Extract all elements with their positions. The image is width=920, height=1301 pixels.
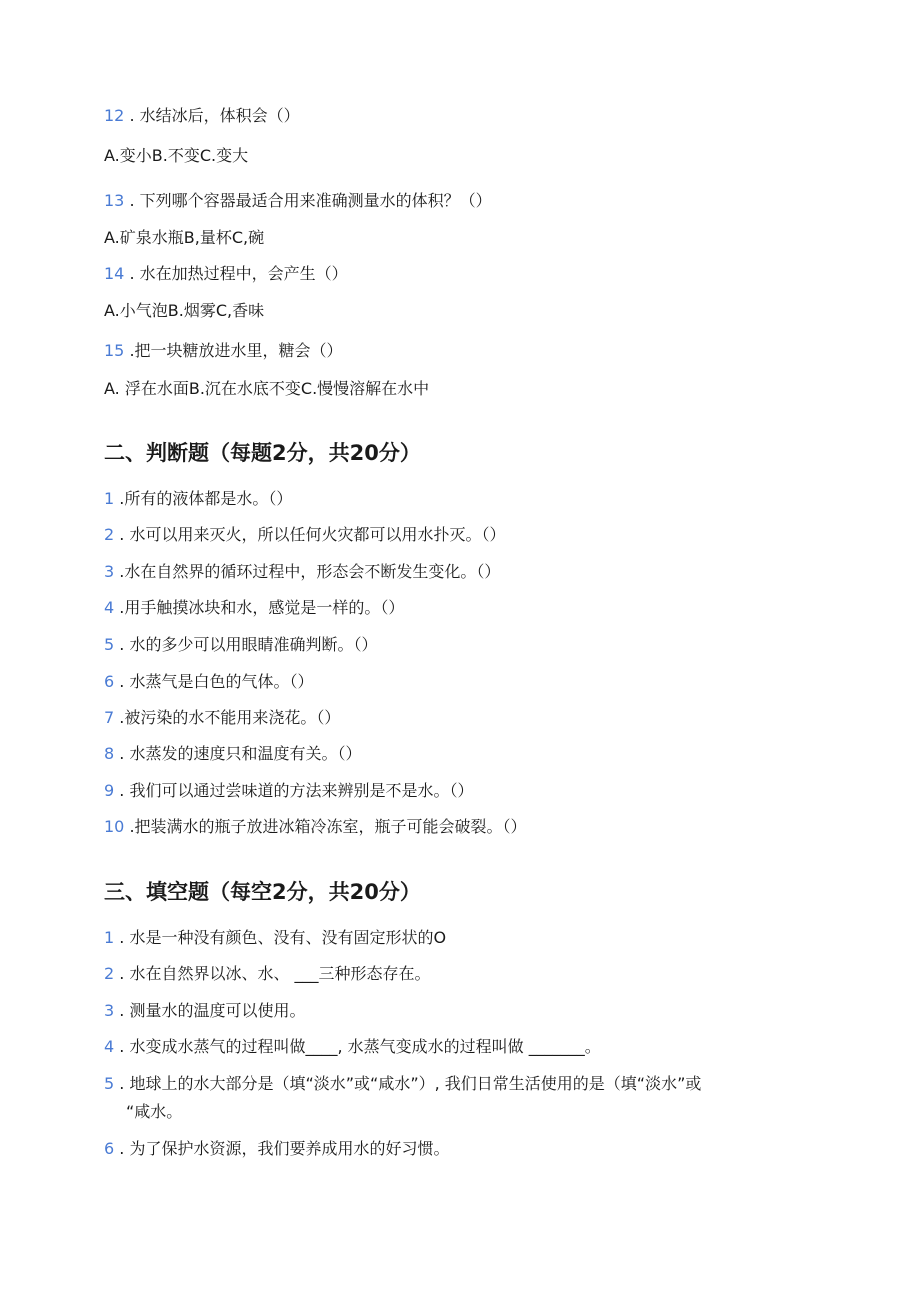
item-number: 10: [104, 817, 125, 836]
item-number: 2: [104, 525, 115, 544]
fill-item: [104, 1139, 449, 1159]
question-13-options: A.矿泉水瓶B,量杯C,碗: [104, 228, 265, 247]
question-text: . 水在加热过程中，会产生（）: [124, 264, 348, 283]
item-text: . 为了保护水资源，我们要养成用水的好习惯。: [114, 1139, 450, 1158]
item-number: 5: [104, 635, 115, 654]
item-text: . 地球上的水大部分是（填“淡水”或“咸水”）, 我们日常生活使用的是（填“淡水”或: [114, 1074, 702, 1093]
judgement-item: [104, 708, 340, 728]
question-number: 15: [104, 341, 125, 360]
judgement-item: [104, 635, 377, 655]
item-number: 4: [104, 1037, 115, 1056]
judgement-item: [104, 562, 500, 582]
question-12-options: A.变小B.不变C.变大: [104, 146, 249, 165]
item-number: 3: [104, 1001, 115, 1020]
item-text: . 水蒸发的速度只和温度有关。（）: [114, 744, 362, 763]
section-heading-fill-blank: 三、填空题（每空2分，共20分）: [104, 880, 421, 904]
item-text: . 测量水的温度可以使用。: [114, 1001, 306, 1020]
question-number: 14: [104, 264, 125, 283]
item-number: 1: [104, 489, 115, 508]
question-text: .把一块糖放进水里，糖会（）: [124, 341, 343, 360]
item-text: . 水可以用来灭火，所以任何火灾都可以用水扑灭。（）: [114, 525, 506, 544]
item-text: .用手触摸冰块和水，感觉是一样的。（）: [114, 598, 405, 617]
judgement-item: [104, 489, 292, 509]
fill-item: [104, 1037, 601, 1057]
judgement-item: [104, 744, 361, 764]
fill-item-continuation: [126, 1102, 182, 1122]
item-text: . 水的多少可以用眼睛准确判断。（）: [114, 635, 378, 654]
question-15: [104, 341, 343, 361]
fill-item: [104, 928, 446, 948]
item-text: .把装满水的瓶子放进冰箱冷冻室，瓶子可能会破裂。（）: [124, 817, 527, 836]
fill-item: [104, 964, 431, 984]
question-12: [104, 106, 300, 126]
question-text: . 水结冰后，体积会（）: [124, 106, 300, 125]
judgement-item: [104, 781, 473, 801]
item-number: 1: [104, 928, 115, 947]
question-number: 13: [104, 191, 125, 210]
item-text: .被污染的水不能用来浇花。（）: [114, 708, 341, 727]
question-14-options: A.小气泡B.烟雾C,香味: [104, 301, 265, 320]
item-number: 6: [104, 672, 115, 691]
item-text: . 水变成水蒸气的过程叫做____, 水蒸气变成水的过程叫做 _______。: [114, 1037, 601, 1056]
judgement-item: [104, 672, 313, 692]
fill-item: [104, 1074, 701, 1094]
item-text: . 水是一种没有颜色、没有、没有固定形状的O: [114, 928, 447, 947]
item-text: . 水在自然界以冰、水、 ___三种形态存在。: [114, 964, 431, 983]
question-15-options: A. 浮在水面B.沉在水底不变C.慢慢溶解在水中: [104, 379, 430, 398]
judgement-item: [104, 598, 404, 618]
question-14: [104, 264, 348, 284]
item-text: . 水蒸气是白色的气体。（）: [114, 672, 314, 691]
question-13: [104, 191, 492, 211]
judgement-item: [104, 525, 505, 545]
item-number: 2: [104, 964, 115, 983]
item-text: .水在自然界的循环过程中，形态会不断发生变化。（）: [114, 562, 501, 581]
item-text: “咸水。: [126, 1102, 183, 1121]
item-number: 5: [104, 1074, 115, 1093]
item-number: 3: [104, 562, 115, 581]
fill-item: [104, 1001, 305, 1021]
question-number: 12: [104, 106, 125, 125]
item-text: .所有的液体都是水。（）: [114, 489, 293, 508]
item-text: . 我们可以通过尝味道的方法来辨别是不是水。（）: [114, 781, 474, 800]
item-number: 9: [104, 781, 115, 800]
question-text: . 下列哪个容器最适合用来准确测量水的体积？（）: [124, 191, 492, 210]
section-heading-judgement: 二、判断题（每题2分，共20分）: [104, 441, 421, 465]
judgement-item: [104, 817, 527, 837]
item-number: 4: [104, 598, 115, 617]
item-number: 7: [104, 708, 115, 727]
item-number: 6: [104, 1139, 115, 1158]
item-number: 8: [104, 744, 115, 763]
